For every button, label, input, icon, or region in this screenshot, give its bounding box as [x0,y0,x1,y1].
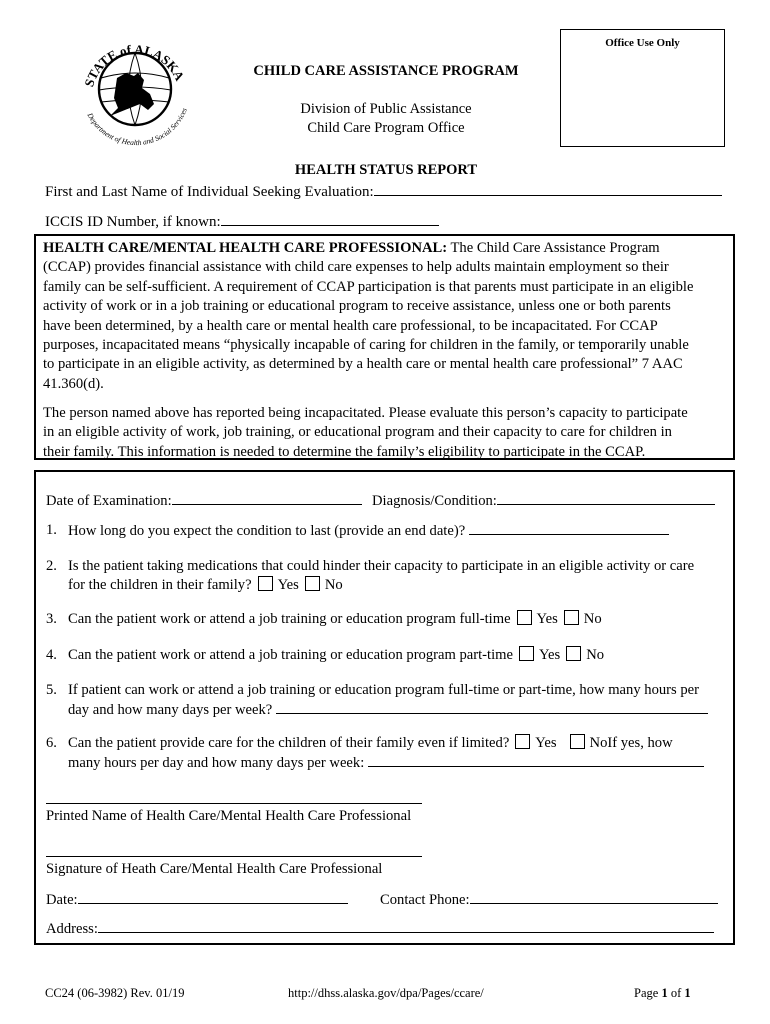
svg-text:STATE of ALASKA: STATE of ALASKA [81,41,188,89]
notice-paragraph-1: HEALTH CARE/MENTAL HEALTH CARE PROFESSIONAL: The Child Care Assistance Program (CCAP) provides financial assistance with child care expenses to help adults maintain employment so their family can be self-sufficient. A requirement of CCAP participation is that parents must participate in an eligible activity of work or in a job training or educational program to receive assistance, unless one or both parents have been determined, by a health care or mental health care professional, to be incapacitated. For CCAP purposes, incapacitated means “physically incapable of caring for children in the family, or temporarily unable to participate in an eligible activity, as determined by a health care or mental health care professional” 7 AAC 41.360(d). [43,240,694,392]
iccis-field-row [45,211,439,231]
contact-phone-label: Contact Phone: [380,892,470,908]
q1-answer-line[interactable] [469,521,669,535]
name-field-label: First and Last Name of Individual Seeking Evaluation: [45,184,374,200]
diagnosis-row [372,491,715,511]
page-number: Page 1 of 1 [634,986,691,1000]
exam-date-line[interactable] [172,491,362,505]
notice-box [34,234,735,460]
office-use-label: Office Use Only [605,37,680,49]
question-3: 3. Can the patient work or attend a job training or education program full-time Yes No [46,611,602,627]
svg-text:Department of Health and Socia: Department of Health and Social Services [85,106,189,148]
q3-no-checkbox[interactable] [564,610,579,625]
q6-answer-line[interactable] [368,753,704,767]
form-title: HEALTH STATUS REPORT [294,162,478,178]
state-seal-logo [74,28,196,150]
q6-no-checkbox[interactable] [570,734,585,749]
q5-answer-line[interactable] [276,700,708,714]
q4-no-checkbox[interactable] [566,646,581,661]
office-use-box [560,29,725,147]
date-row [46,890,348,910]
iccis-field-label: ICCIS ID Number, if known: [45,214,221,230]
office-name: Child Care Program Office [307,120,465,136]
name-field-row [45,181,722,201]
q2-yes-checkbox[interactable] [258,576,273,591]
name-field-line[interactable] [374,181,722,196]
date-label: Date: [46,892,78,908]
question-6: 6. Can the patient provide care for the children of their family even if limited? Yes NoIf yes, how many hours per day and how many days per week: [46,734,726,774]
question-1: 1. How long do you expect the condition to last (provide an end date)? [46,521,726,541]
notice-heading: HEALTH CARE/MENTAL HEALTH CARE PROFESSIONAL: [43,240,448,256]
notice-paragraph-2: The person named above has reported being incapacitated. Please evaluate this person’s capacity to participate in an eligible activity of work, job training, or educational program and their capacity to care for children in their family. This information is needed to determine the family’s eligibility to participate in the CCAP. [43,405,688,460]
q4-yes-checkbox[interactable] [519,646,534,661]
program-title: CHILD CARE ASSISTANCE PROGRAM [253,63,519,79]
contact-phone-line[interactable] [470,890,718,904]
printed-name-line[interactable] [46,786,422,804]
diagnosis-line[interactable] [497,491,715,505]
signature-label: Signature of Heath Care/Mental Health Care Professional [46,861,383,877]
address-row [46,919,714,939]
printed-name-label: Printed Name of Health Care/Mental Health Care Professional [46,808,412,824]
question-5: 5. If patient can work or attend a job training or education program full-time or part-time, how many hours per day and how many days per week? [46,681,726,721]
date-line[interactable] [78,890,348,904]
diagnosis-label: Diagnosis/Condition: [372,493,497,509]
address-line[interactable] [98,919,714,933]
evaluation-box [34,470,735,945]
signature-line[interactable] [46,839,422,857]
q6-yes-checkbox[interactable] [515,734,530,749]
q3-yes-checkbox[interactable] [517,610,532,625]
form-id: CC24 (06-3982) Rev. 01/19 [45,986,185,1000]
q2-no-checkbox[interactable] [305,576,320,591]
exam-date-label: Date of Examination: [46,493,172,509]
footer-url[interactable]: http://dhss.alaska.gov/dpa/Pages/ccare/ [288,986,484,1000]
iccis-field-line[interactable] [221,211,439,226]
question-4: 4. Can the patient work or attend a job training or education program part-time Yes No [46,647,605,663]
division-name: Division of Public Assistance [300,101,472,117]
exam-date-row [46,491,362,511]
question-2: 2. Is the patient taking medications that could hinder their capacity to participate in an eligible activity or care for the children in their family? Yes No [46,558,695,593]
address-label: Address: [46,921,98,937]
contact-phone-row [380,890,718,910]
